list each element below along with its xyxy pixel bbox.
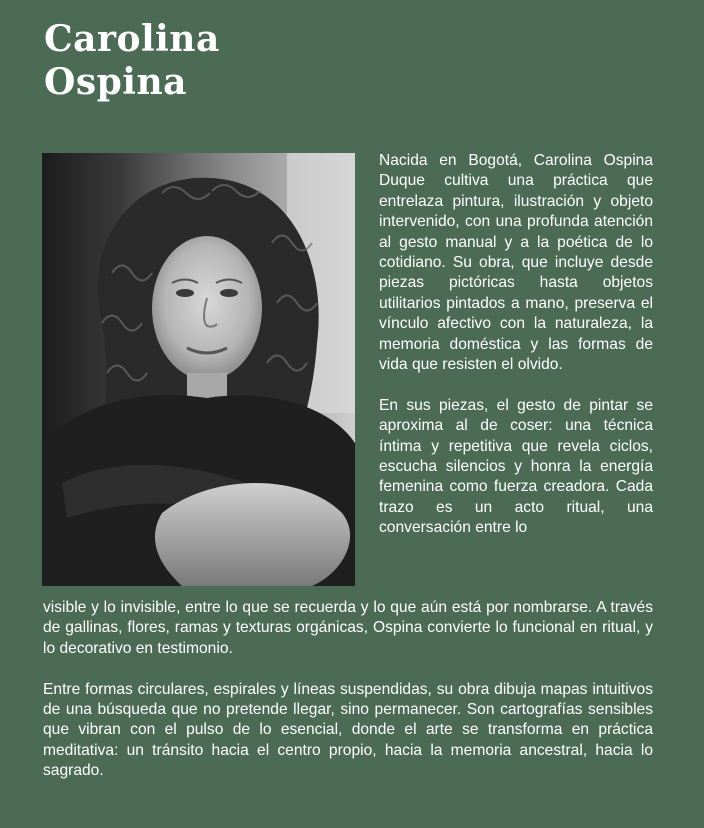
title-last-name: Ospina xyxy=(44,61,187,103)
bio-column-text xyxy=(379,151,653,539)
bio-paragraph-2: En sus piezas, el gesto de pintar se aproxima al de coser: una técnica íntima y repetitiva que revela ciclos, escucha silencios y honra la energía femenina como fuerza creadora. Cada trazo es un acto ritual, una conversación entre lo xyxy=(379,396,653,537)
portrait-photo xyxy=(42,153,355,586)
bio-paragraph-2-continued: visible y lo invisible, entre lo que se recuerda y lo que aún está por nombrarse. A través de gallinas, flores, ramas y texturas orgánicas, Ospina convierte lo funcional en ritual, y lo decorativo en testimonio. xyxy=(43,599,653,657)
page-title xyxy=(44,18,220,104)
portrait-photo-icon xyxy=(42,153,355,586)
bio-full-width-text xyxy=(43,598,653,782)
bio-paragraph-3: Entre formas circulares, espirales y líneas suspendidas, su obra dibuja mapas intuitivos de una búsqueda que no pretende llegar, sino permanecer. Son cartografías sensibles que vibran con el pulso de lo esencial, donde el arte se transforma en práctica meditativa: un tránsito hacia el centro propio, hacia la memoria ancestral, hacia lo sagrado. xyxy=(43,680,653,780)
bio-paragraph-1: Nacida en Bogotá, Carolina Ospina Duque cultiva una práctica que entrelaza pintura, ilustración y objeto intervenido, con una profunda atención al gesto manual y a la poética de lo cotidiano. Su obra, que incluye desde piezas pictóricas hasta objetos utilitarios pintados a mano, preserva el vínculo afectivo con la naturaleza, la memoria doméstica y las formas de vida que resisten el olvido. xyxy=(379,152,653,374)
title-first-name: Carolina xyxy=(44,18,220,60)
